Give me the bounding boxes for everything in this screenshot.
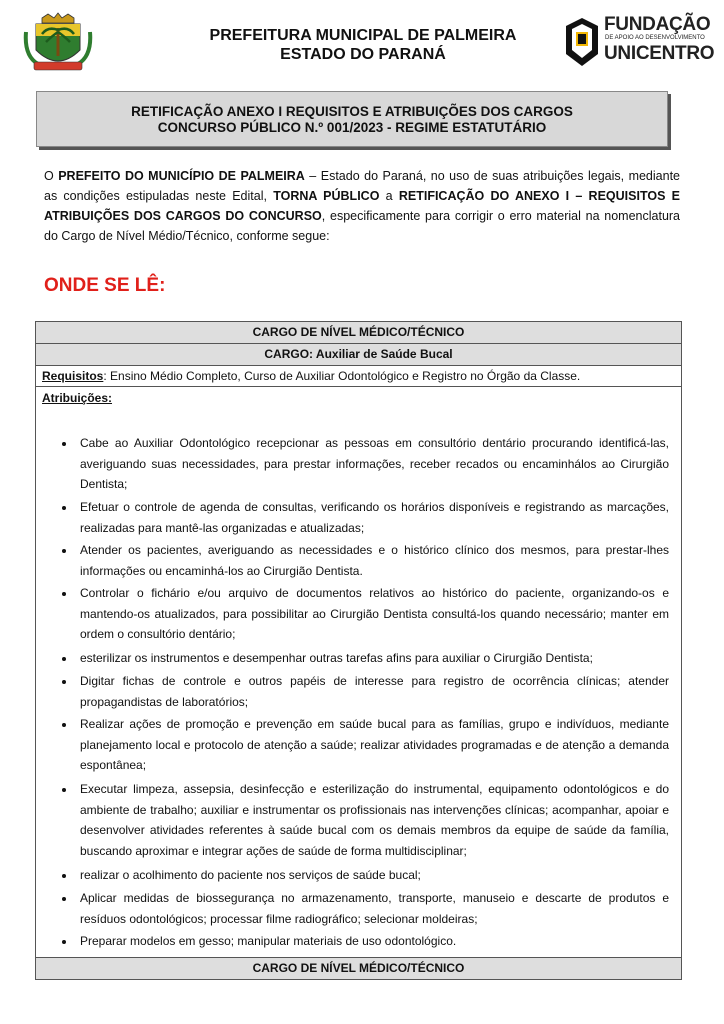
bullet-icon [62, 723, 66, 727]
intro-bold-retificacao: RETIFICAÇÃO DO ANEXO I – REQUISITOS E ATRIBUIÇÕES DOS CARGOS DO CONCURSO [44, 189, 680, 223]
atribuicoes-cell [36, 387, 681, 958]
bullet-icon [62, 940, 66, 944]
title-line2: CONCURSO PÚBLICO N.º 001/2023 - REGIME ESTATUTÁRIO [157, 120, 547, 135]
bullet-icon [62, 549, 66, 553]
table-header-cargo: CARGO: Auxiliar de Saúde Bucal [36, 344, 681, 366]
onde-se-le-heading: ONDE SE LÊ: [44, 275, 166, 296]
list-item-text: Efetuar o controle de agenda de consultas, verificando os horários disponíveis e registrando as marcações, realizadas para mantê-las organizadas e atualizadas; [80, 500, 669, 535]
list-item-text: Aplicar medidas de biossegurança no armazenamento, transporte, manuseio e descarte de produtos e resíduos odontológicos; processar filme radiográfico; selecionar moldeiras; [80, 891, 669, 926]
bullet-icon [62, 680, 66, 684]
requisitos-row [36, 366, 681, 387]
logo-unicentro-text: UNICENTRO [604, 43, 715, 64]
list-item-text: esterilizar os instrumentos e desempenhar outras tarefas afins para auxiliar o Cirurgião Dentista; [80, 651, 593, 665]
document-title-box [36, 91, 668, 147]
bullet-icon [62, 897, 66, 901]
list-item-text: Cabe ao Auxiliar Odontológico recepcionar as pessoas em consultório dentário procurando identificá-las, averiguando suas necessidades, para prestar informações, receber recados ou encaminhálos ao Cirurgião Dentista; [80, 436, 669, 491]
intro-paragraph [44, 166, 680, 246]
intro-bold-torna-publico: TORNA PÚBLICO [273, 189, 380, 203]
requisitos-label: Requisitos [42, 369, 104, 383]
bullet-icon [62, 788, 66, 792]
requisitos-text: : Ensino Médio Completo, Curso de Auxiliar Odontológico e Registro no Órgão da Classe. [103, 369, 581, 383]
list-item-text: Executar limpeza, assepsia, desinfecção e esterilização do instrumental, equipamento odontológicos e do ambiente de trabalho; auxiliar e instrumentar os profissionais nas intervenções clínicas; acompanhar, apoiar e desenvolver atividades referentes à saúde bucal com os demais membros da equipe de saúde da família, buscando aproximar e integrar ações de saúde de forma multidisciplinar; [80, 782, 669, 858]
list-item-text: Atender os pacientes, averiguando as necessidades e o histórico clínico dos mesmos, para prestar-lhes informações ou encaminhá-los ao Cirurgião Dentista. [80, 543, 669, 578]
bullet-icon [62, 592, 66, 596]
logo-subtitle-text: DE APOIO AO DESENVOLVIMENTO [605, 35, 705, 41]
title-line1: RETIFICAÇÃO ANEXO I REQUISITOS E ATRIBUIÇÕES DOS CARGOS [131, 104, 573, 119]
table-footer-level: CARGO DE NÍVEL MÉDICO/TÉCNICO [36, 958, 681, 979]
intro-bold-prefeito: PREFEITO DO MUNICÍPIO DE PALMEIRA [58, 169, 305, 183]
intro-text-2: – Estado do Paraná, no uso de suas atribuições legais, mediante as condições estipuladas neste Edital, [44, 169, 680, 203]
bullet-icon [62, 442, 66, 446]
list-item-text: realizar o acolhimento do paciente nos serviços de saúde bucal; [80, 868, 421, 882]
table-header-level: CARGO DE NÍVEL MÉDICO/TÉCNICO [36, 322, 681, 344]
intro-text-4: , especificamente para corrigir o erro material na nomenclatura do Cargo de Nível Médio/Técnico, conforme segue: [44, 209, 681, 243]
list-item-text: Digitar fichas de controle e outros papéis de interesse para registro de ocorrência clínicas; atender propagandistas de laboratórios; [80, 674, 669, 709]
logo-fundacao-text: FUNDAÇÃO [604, 14, 711, 35]
page-header [20, 8, 715, 78]
list-item-text: Preparar modelos em gesso; manipular materiais de uso odontológico. [80, 934, 457, 948]
bullet-icon [62, 657, 66, 661]
list-item-text: Realizar ações de promoção e prevenção em saúde bucal para as famílias, grupo e indivíduos, mediante planejamento local e protocolo de atenção a saúde; realizar atividades programadas e de atenção a demanda espontânea; [80, 717, 669, 772]
atribuicoes-label: Atribuições: [42, 391, 113, 405]
header-line2: ESTADO DO PARANÁ [280, 46, 446, 63]
header-line1: PREFEITURA MUNICIPAL DE PALMEIRA [209, 27, 517, 44]
bullet-icon [62, 506, 66, 510]
intro-text-3: a [379, 189, 399, 203]
intro-text-1: O [44, 169, 59, 183]
bullet-icon [62, 874, 66, 878]
list-item-text: Controlar o fichário e/ou arquivo de documentos relativos ao histórico do paciente, organizando-os e mantendo-os atualizados, para possibilitar ao Cirurgião Dentista consultá-los quando necessário; manter em ordem o consultório dentário; [80, 586, 669, 641]
fundacao-unicentro-logo [564, 12, 715, 72]
cargo-table [35, 321, 682, 980]
fundacao-emblem-icon [564, 16, 600, 68]
